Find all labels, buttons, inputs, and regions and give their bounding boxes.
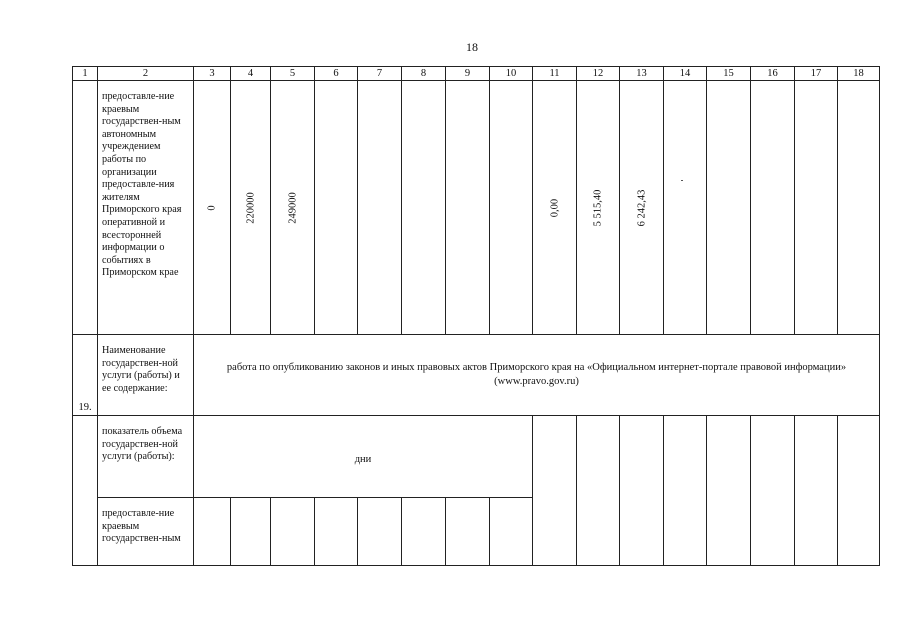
column-header: 6	[315, 67, 358, 81]
column-header: 9	[446, 67, 490, 81]
value-text: 5 515,40	[592, 189, 604, 226]
empty-cell	[707, 81, 751, 335]
value-cell-col3	[194, 81, 231, 335]
column-header: 17	[795, 67, 838, 81]
empty-cell	[795, 416, 838, 566]
column-header: 5	[271, 67, 315, 81]
column-header: 1	[73, 67, 98, 81]
column-header: 8	[402, 67, 446, 81]
empty-cell	[402, 498, 446, 566]
column-header: 14	[664, 67, 707, 81]
empty-cell	[664, 416, 707, 566]
empty-cell	[795, 81, 838, 335]
value-text: 6 242,43	[636, 189, 647, 226]
empty-cell	[751, 416, 795, 566]
table-row	[73, 335, 880, 416]
column-header: 12	[577, 67, 620, 81]
empty-cell	[620, 416, 664, 566]
value-cell-col12	[577, 81, 620, 335]
empty-cell	[838, 81, 880, 335]
empty-cell	[751, 81, 795, 335]
empty-cell	[194, 498, 231, 566]
unit-of-measure: дни	[194, 416, 533, 498]
empty-cell	[838, 416, 880, 566]
empty-cell	[402, 81, 446, 335]
column-header: 2	[98, 67, 194, 81]
empty-cell	[533, 416, 577, 566]
column-header: 15	[707, 67, 751, 81]
budget-table	[72, 66, 880, 566]
empty-cell	[271, 498, 315, 566]
empty-cell	[358, 81, 402, 335]
column-header: 11	[533, 67, 577, 81]
empty-cell	[446, 498, 490, 566]
empty-cell	[490, 81, 533, 335]
empty-cell	[577, 416, 620, 566]
work-description: предоставле-ние краевым государствен-ным автономным учреждением работы по организации предоставле-ния жителям Приморского края оперативной и всесторонней информации о событиях в Приморском крае	[98, 81, 194, 335]
column-header: 18	[838, 67, 880, 81]
empty-cell	[315, 81, 358, 335]
work-description: предоставле-ние краевым государствен-ным	[98, 498, 194, 566]
volume-indicator-label: показатель объема государствен-ной услуги (работы):	[98, 416, 194, 498]
empty-cell	[358, 498, 402, 566]
column-header: 16	[751, 67, 795, 81]
empty-cell	[446, 81, 490, 335]
row-number-cell	[73, 416, 98, 566]
column-header-row	[73, 67, 880, 81]
row-number: 19.	[73, 335, 98, 416]
empty-cell	[231, 498, 271, 566]
value-cell-col13	[620, 81, 664, 335]
value-text: 0	[206, 204, 218, 211]
value-text: 0,00	[549, 198, 560, 217]
value-cell-col5	[271, 81, 315, 335]
empty-cell	[707, 416, 751, 566]
row-number-cell	[73, 81, 98, 335]
column-header: 7	[358, 67, 402, 81]
column-header: 13	[620, 67, 664, 81]
empty-cell	[315, 498, 358, 566]
table-row	[73, 81, 880, 335]
column-header: 3	[194, 67, 231, 81]
column-header: 10	[490, 67, 533, 81]
value-text: 220000	[245, 191, 256, 224]
column-header: 4	[231, 67, 271, 81]
table-row	[73, 416, 880, 498]
service-label: Наименование государствен-ной услуги (работы) и ее содержание:	[98, 335, 194, 416]
value-cell-col4	[231, 81, 271, 335]
empty-cell	[664, 81, 707, 335]
service-name: работа по опубликованию законов и иных правовых актов Приморского края на «Официальном интернет-портале правовой информации» (www.pravo.gov.ru)	[194, 335, 880, 416]
page-number: 18	[466, 40, 478, 54]
value-text: 249000	[287, 191, 298, 224]
empty-cell	[490, 498, 533, 566]
value-cell-col11	[533, 81, 577, 335]
